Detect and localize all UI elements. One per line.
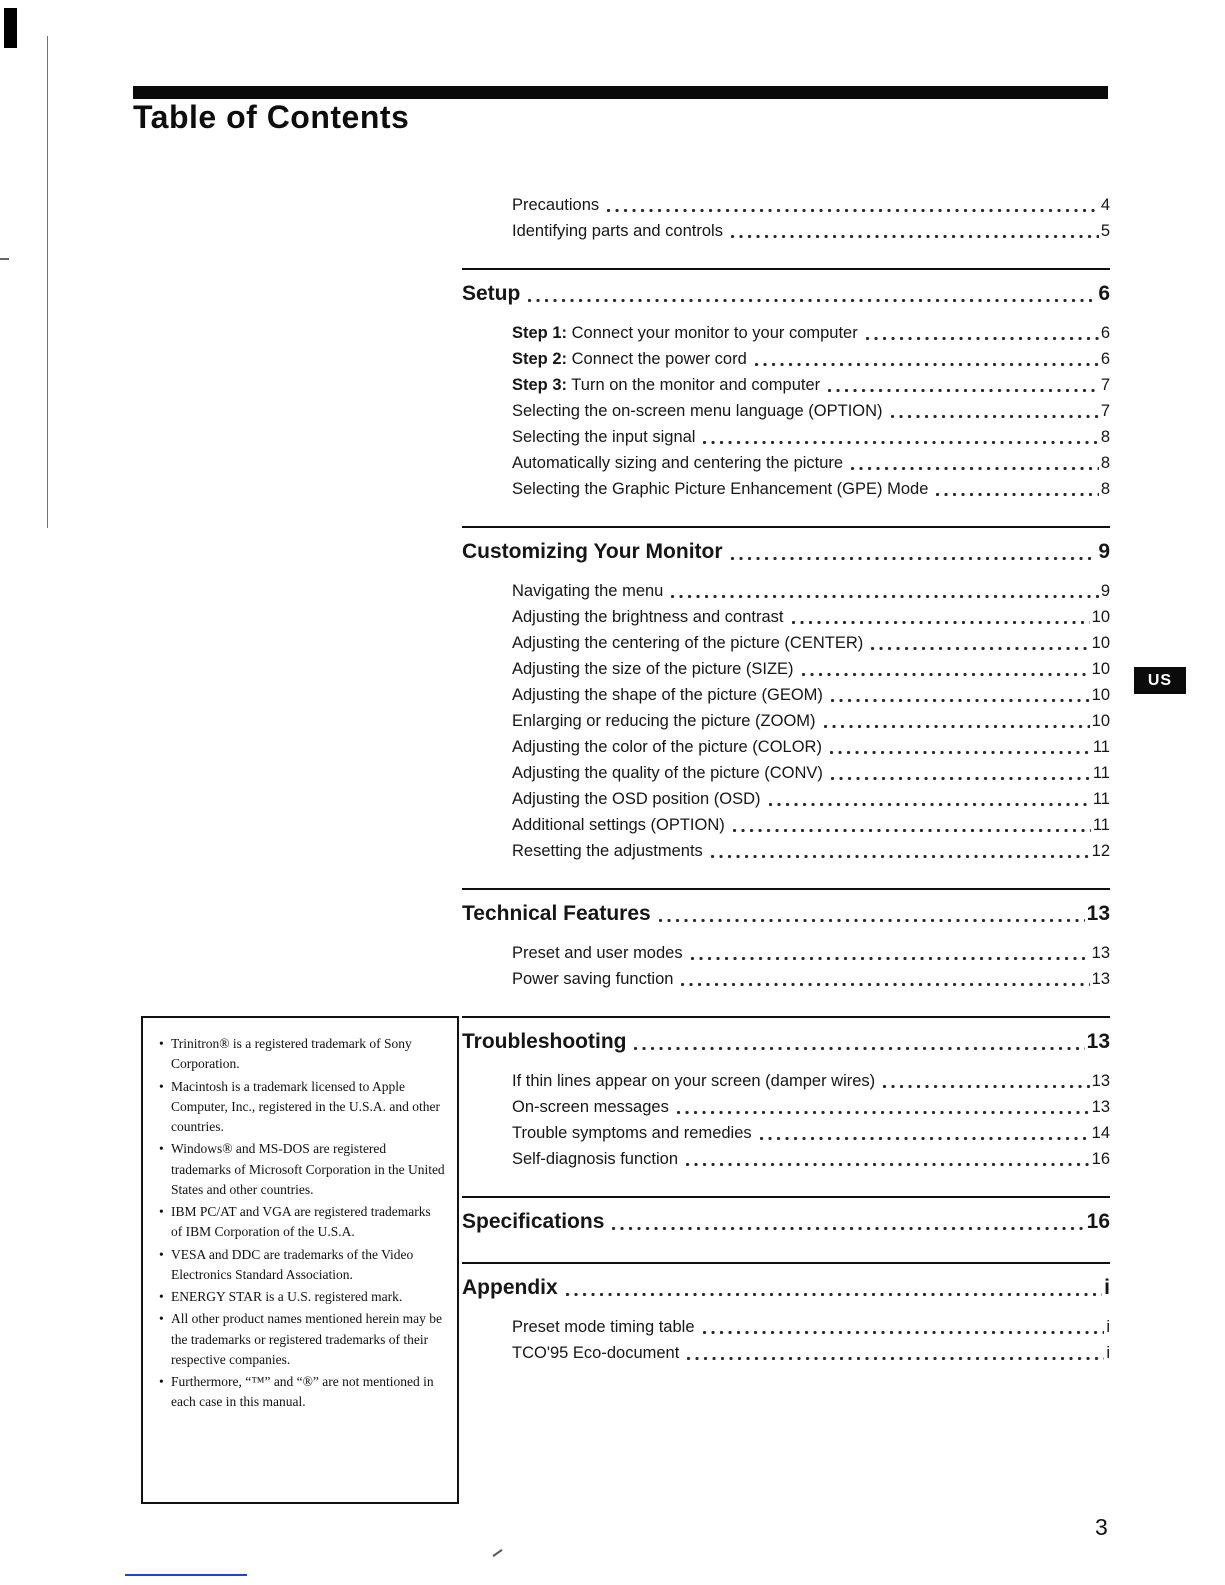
dot-leader (677, 1111, 1090, 1114)
toc-entry (462, 1314, 1110, 1340)
scan-margin-line (47, 36, 48, 528)
toc-entry-page: 8 (1100, 454, 1110, 472)
dot-leader (769, 803, 1091, 806)
toc-entry-title: Adjusting the brightness and contrast (512, 608, 784, 626)
dot-leader (755, 363, 1099, 366)
toc-section-items (462, 1314, 1110, 1366)
dot-leader (703, 441, 1098, 444)
dot-leader (936, 493, 1098, 496)
toc-entry (462, 786, 1110, 812)
toc-entry-page: 13 (1091, 1072, 1110, 1090)
toc-entry (462, 838, 1110, 864)
dot-leader (634, 1047, 1084, 1050)
dot-leader (731, 557, 1097, 560)
toc-entry-page: 10 (1091, 712, 1110, 730)
toc-entry (462, 476, 1110, 502)
section-rule (462, 526, 1110, 528)
scan-blue-underline (125, 1574, 247, 1576)
toc-entry-title: Additional settings (OPTION) (512, 816, 725, 834)
toc-section-heading (462, 1026, 1110, 1058)
trademark-item: • All other product names mentioned herein may be the trademarks or registered trademarks of their respective companies. (157, 1309, 445, 1370)
section-rule (462, 1262, 1110, 1264)
dot-leader (528, 299, 1096, 302)
section-rule (462, 268, 1110, 270)
dot-leader (686, 1163, 1090, 1166)
scan-margin-tick (0, 258, 9, 260)
dot-leader (687, 1357, 1104, 1360)
toc-entry (462, 424, 1110, 450)
dot-leader (792, 621, 1090, 624)
section-rule (462, 1016, 1110, 1018)
trademark-item: • ENERGY STAR is a U.S. registered mark. (157, 1287, 445, 1307)
trademark-item: • Macintosh is a trademark licensed to Apple Computer, Inc., registered in the U.S.A. and other countries. (157, 1077, 445, 1138)
toc-entry-page: 11 (1092, 816, 1110, 834)
toc-entry-page: 10 (1091, 660, 1110, 678)
dot-leader (828, 389, 1099, 392)
toc-section-items (462, 940, 1110, 992)
toc-entry-title: On-screen messages (512, 1098, 669, 1116)
toc-entry-page: 8 (1100, 428, 1110, 446)
toc-entry-page: 10 (1091, 686, 1110, 704)
toc-entry (462, 320, 1110, 346)
toc-entry (462, 734, 1110, 760)
dot-leader (831, 699, 1090, 702)
dot-leader (711, 855, 1090, 858)
toc-entry (462, 346, 1110, 372)
toc (462, 192, 1110, 1366)
dot-leader (866, 337, 1099, 340)
toc-entry-title: Self-diagnosis function (512, 1150, 679, 1168)
toc-entry (462, 760, 1110, 786)
toc-section (462, 888, 1110, 992)
toc-entry-title: Power saving function (512, 970, 674, 988)
toc-sections (462, 268, 1110, 1366)
dot-leader (659, 919, 1085, 922)
toc-entry-page: 9 (1098, 540, 1110, 563)
toc-entry (462, 656, 1110, 682)
toc-entry-page: 9 (1100, 582, 1110, 600)
toc-entry-page: 6 (1100, 350, 1110, 368)
dot-leader (731, 235, 1099, 238)
toc-entry-page: 6 (1100, 324, 1110, 342)
toc-section-items (462, 320, 1110, 502)
dot-leader (691, 957, 1090, 960)
toc-entry-title: Adjusting the color of the picture (COLOR) (512, 738, 822, 756)
toc-section (462, 1262, 1110, 1366)
section-rule (462, 1196, 1110, 1198)
trademark-item: • Trinitron® is a registered trademark of Sony Corporation. (157, 1034, 445, 1075)
toc-entry-title: Setup (462, 282, 521, 305)
toc-entry (462, 812, 1110, 838)
trademark-item: • IBM PC/AT and VGA are registered trademarks of IBM Corporation of the U.S.A. (157, 1202, 445, 1243)
toc-entry-page: i (1104, 1276, 1110, 1299)
toc-entry-page: 13 (1086, 902, 1110, 925)
toc-entry-title: Specifications (462, 1210, 605, 1233)
toc-section (462, 1196, 1110, 1238)
toc-section (462, 268, 1110, 502)
toc-entry (462, 1068, 1110, 1094)
dot-leader (681, 983, 1089, 986)
toc-entry-page: i (1106, 1344, 1110, 1362)
us-badge: US (1134, 667, 1186, 694)
toc-entry-title: Adjusting the quality of the picture (CONV) (512, 764, 823, 782)
dot-leader (802, 673, 1090, 676)
toc-entry-title: Preset mode timing table (512, 1318, 695, 1336)
toc-section-heading (462, 1206, 1110, 1238)
toc-section-items (462, 578, 1110, 864)
dot-leader (891, 415, 1099, 418)
toc-entry-page: 11 (1092, 738, 1110, 756)
toc-intro (462, 192, 1110, 244)
trademark-box (141, 1016, 459, 1504)
toc-entry-page: 13 (1091, 1098, 1110, 1116)
toc-section-heading (462, 898, 1110, 930)
toc-entry (462, 604, 1110, 630)
toc-entry-title (512, 372, 820, 398)
dot-leader (760, 1137, 1090, 1140)
dot-leader (851, 467, 1099, 470)
toc-entry-prefix: Step 2: (512, 350, 568, 368)
toc-entry (462, 578, 1110, 604)
toc-entry-page: 16 (1091, 1150, 1110, 1168)
toc-entry-page: 5 (1100, 222, 1110, 240)
toc-entry (462, 218, 1110, 244)
toc-entry-title: Adjusting the shape of the picture (GEOM) (512, 686, 823, 704)
toc-entry-title: Enlarging or reducing the picture (ZOOM) (512, 712, 816, 730)
toc-section-items (462, 1068, 1110, 1172)
toc-entry (462, 398, 1110, 424)
dot-leader (671, 595, 1098, 598)
dot-leader (703, 1331, 1105, 1334)
toc-section (462, 1016, 1110, 1172)
dot-leader (612, 1227, 1084, 1230)
toc-entry-title: Customizing Your Monitor (462, 540, 723, 563)
dot-leader (830, 751, 1091, 754)
scan-stray-mark (492, 1549, 502, 1557)
toc-entry-title: Adjusting the OSD position (OSD) (512, 790, 761, 808)
toc-entry-title: TCO'95 Eco-document (512, 1344, 680, 1362)
toc-entry-title: Appendix (462, 1276, 558, 1299)
toc-entry (462, 1094, 1110, 1120)
toc-entry-title: Precautions (512, 196, 600, 214)
toc-entry-title: Selecting the input signal (512, 428, 696, 446)
page-number: 3 (1095, 1514, 1108, 1540)
toc-entry-prefix: Step 3: (512, 376, 568, 394)
toc-section (462, 526, 1110, 864)
toc-entry (462, 708, 1110, 734)
toc-entry-page: 14 (1091, 1124, 1110, 1142)
toc-entry-text: Connect the power cord (567, 350, 747, 368)
toc-entry-title (512, 320, 858, 346)
toc-entry-title: Preset and user modes (512, 944, 683, 962)
dot-leader (883, 1085, 1089, 1088)
toc-entry-title: Technical Features (462, 902, 651, 925)
toc-entry (462, 1340, 1110, 1366)
trademark-item: • Furthermore, “™” and “®” are not mentioned in each case in this manual. (157, 1372, 445, 1413)
toc-entry (462, 940, 1110, 966)
scan-corner-mark (4, 8, 17, 48)
toc-entry-title: Selecting the Graphic Picture Enhancement (GPE) Mode (512, 480, 929, 498)
dot-leader (824, 725, 1090, 728)
toc-section-heading (462, 1272, 1110, 1304)
toc-entry-page: 13 (1091, 944, 1110, 962)
toc-entry (462, 630, 1110, 656)
toc-entry-page: 7 (1100, 402, 1110, 420)
toc-entry-prefix: Step 1: (512, 324, 568, 342)
dot-leader (607, 209, 1099, 212)
toc-entry-page: 12 (1091, 842, 1110, 860)
toc-entry-text: Turn on the monitor and computer (567, 376, 821, 394)
toc-entry-title: Identifying parts and controls (512, 222, 723, 240)
toc-entry (462, 192, 1110, 218)
toc-entry-title: If thin lines appear on your screen (damper wires) (512, 1072, 876, 1090)
toc-entry-title (512, 346, 747, 372)
trademark-item: • VESA and DDC are trademarks of the Video Electronics Standard Association. (157, 1245, 445, 1286)
toc-entry-page: 10 (1091, 634, 1110, 652)
toc-entry-title: Navigating the menu (512, 582, 664, 600)
page-title: Table of Contents (133, 99, 410, 135)
toc-entry-title: Resetting the adjustments (512, 842, 703, 860)
dot-leader (733, 829, 1091, 832)
dot-leader (566, 1293, 1102, 1296)
dot-leader (871, 647, 1089, 650)
toc-entry-page: 13 (1086, 1030, 1110, 1053)
toc-entry (462, 372, 1110, 398)
section-rule (462, 888, 1110, 890)
toc-entry (462, 1146, 1110, 1172)
toc-entry-page: 11 (1092, 790, 1110, 808)
toc-entry-page: 4 (1100, 196, 1110, 214)
dot-leader (831, 777, 1091, 780)
toc-entry-page: 16 (1086, 1210, 1110, 1233)
toc-entry-title: Troubleshooting (462, 1030, 627, 1053)
toc-entry-page: 11 (1092, 764, 1110, 782)
trademark-list (157, 1034, 445, 1413)
toc-entry-title: Selecting the on-screen menu language (OPTION) (512, 402, 883, 420)
toc-section-heading (462, 536, 1110, 568)
toc-entry (462, 1120, 1110, 1146)
toc-section-heading (462, 278, 1110, 310)
toc-entry-page: 8 (1100, 480, 1110, 498)
toc-entry-page: i (1106, 1318, 1110, 1336)
toc-entry (462, 450, 1110, 476)
toc-entry-page: 13 (1091, 970, 1110, 988)
toc-entry-title: Trouble symptoms and remedies (512, 1124, 752, 1142)
toc-entry-page: 7 (1100, 376, 1110, 394)
toc-entry (462, 966, 1110, 992)
toc-entry-title: Automatically sizing and centering the picture (512, 454, 844, 472)
toc-entry-title: Adjusting the size of the picture (SIZE) (512, 660, 794, 678)
trademark-item: • Windows® and MS-DOS are registered trademarks of Microsoft Corporation in the United States and other countries. (157, 1139, 445, 1200)
toc-entry-page: 10 (1091, 608, 1110, 626)
toc-entry-page: 6 (1098, 282, 1110, 305)
toc-entry-text: Connect your monitor to your computer (567, 324, 858, 342)
toc-entry (462, 682, 1110, 708)
toc-entry-title: Adjusting the centering of the picture (CENTER) (512, 634, 864, 652)
title-rule (133, 86, 1108, 99)
